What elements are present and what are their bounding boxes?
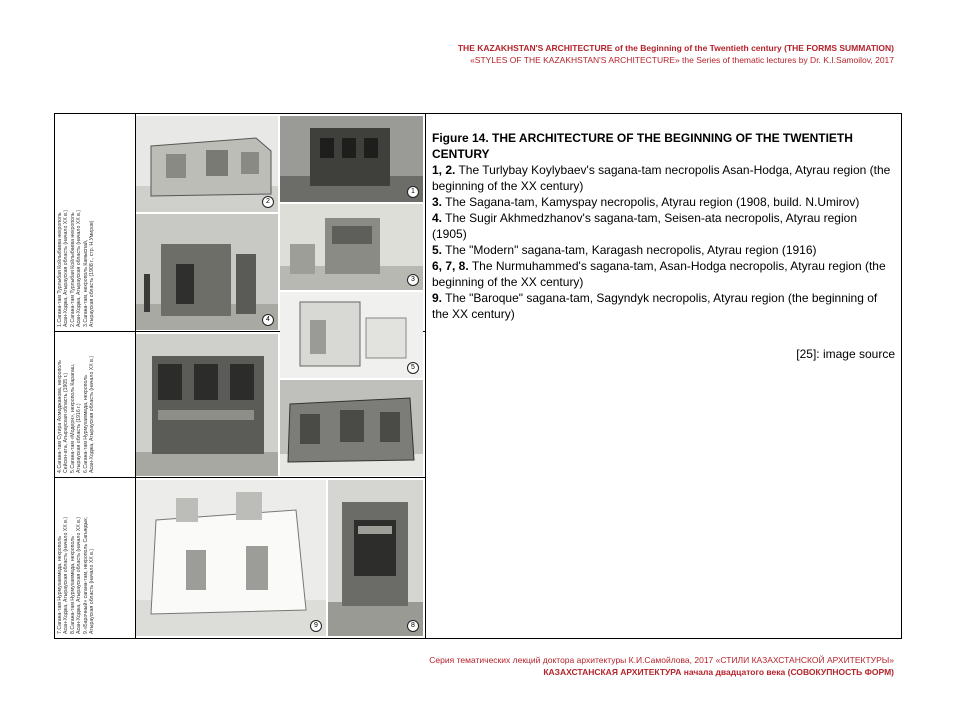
figure-item-number: 6, 7, 8.	[432, 259, 469, 273]
figure-item-text: The Nurmuhammed's sagana-tam, Asan-Hodga necropolis, Atyrau region (the beginning of the XX century)	[432, 259, 886, 289]
photo-1	[280, 116, 423, 202]
photo-number: 1	[407, 186, 419, 198]
page-footer	[429, 654, 894, 678]
photo-7	[280, 380, 423, 476]
figure-item-number: 3.	[432, 195, 443, 209]
footer-line-1: Серия тематических лекций доктора архитектуры К.И.Самойлова, 2017 «СТИЛИ КАЗАХСТАНСКОЙ АРХИТЕКТУРЫ»	[429, 655, 894, 665]
figure-item	[432, 258, 894, 290]
figure-item-text: The Sugir Akhmedzhanov's sagana-tam, Seisen-ata necropolis, Atyrau region (1905)	[432, 211, 857, 241]
figure-item-text: The Sagana-tam, Kamyspay necropolis, Atyrau region (1908, build. N.Umirov)	[442, 195, 860, 209]
caption-text-2: 4.Сагана-там Сугира Ахмеджанова, некрополь Сейсен-ата, Атырауская область (1905 г.) 5.Сагана-там «Модерн», некрополь Карагаш, Атырауская область (1916 г.) 6.Сагана-там Нурмухаммеда, некрополь Асан-Ходжа, Атырауская область (начало XX в.)	[57, 355, 96, 473]
figure-item	[432, 290, 894, 322]
figure-item-text: The Turlybay Koylybaev's sagana-tam necropolis Asan-Hodga, Atyrau region (the beginning of the XX century)	[432, 163, 891, 193]
photo-number: 8	[407, 620, 419, 632]
header-subtitle: of the Beginning of the Twentieth century (THE FORMS SUMMATION)	[612, 43, 894, 53]
photo-number: 3	[407, 274, 419, 286]
page-header	[458, 42, 894, 66]
photo-8	[328, 480, 423, 636]
figure-item	[432, 194, 894, 210]
photo-6	[136, 334, 278, 476]
caption-column-3	[55, 478, 136, 638]
figure-item-text: The "Modern" sagana-tam, Karagash necropolis, Atyrau region (1916)	[442, 243, 817, 257]
photo-panel	[55, 114, 426, 638]
photo-row-3	[55, 478, 425, 638]
photo-number: 9	[310, 620, 322, 632]
figure-item-number: 9.	[432, 291, 443, 305]
footer-line-2: КАЗАХСТАНСКАЯ АРХИТЕКТУРА начала двадцатого века (СОВОКУПНОСТЬ ФОРМ)	[543, 667, 894, 677]
photo-2	[136, 116, 278, 212]
caption-column-1	[55, 114, 136, 331]
photo-number: 4	[262, 314, 274, 326]
figure-item-number: 5.	[432, 243, 443, 257]
caption-text-1: 1.Сагана-там Турлыбая Койлыбаева некрополь Асан-Ходжа, Атырауская область (начало XX в.) 2.Сагана-там Турлыбая Койлыбаева некрополь Асан-Ходжа, Атырауская область (начало XX в.) 3.Сагана-там, некрополь Камыспай, Атырауская область (1908 г., стр. Н.Умиров)	[57, 209, 96, 327]
photo-row-2	[55, 332, 425, 478]
header-title: THE KAZAKHSTAN'S ARCHITECTURE	[457, 43, 613, 53]
figure-item-number: 1, 2.	[432, 163, 456, 177]
photo-3	[280, 204, 423, 290]
photo-number: 2	[262, 196, 274, 208]
figure-title: Figure 14. THE ARCHITECTURE OF THE BEGINNING OF THE TWENTIETH CENTURY	[432, 131, 853, 161]
figure-description	[426, 114, 901, 638]
figure-item	[432, 162, 894, 194]
photo-4	[136, 214, 278, 330]
figure-frame	[54, 113, 902, 639]
figure-text	[432, 130, 894, 322]
photo-9	[136, 480, 326, 636]
image-source: [25]: image source	[796, 347, 895, 361]
header-line-1	[458, 42, 894, 54]
figure-item-number: 4.	[432, 211, 443, 225]
header-line-2: «STYLES OF THE KAZAKHSTAN'S ARCHITECTURE» the Series of thematic lectures by Dr. K.I.Samoilov, 2017	[470, 55, 894, 65]
photo-5	[280, 292, 423, 378]
figure-item	[432, 242, 894, 258]
photo-number: 5	[407, 362, 419, 374]
figure-item-text: The "Baroque" sagana-tam, Sagyndyk necropolis, Atyrau region (the beginning of the XX century)	[432, 291, 878, 321]
caption-column-2	[55, 332, 136, 477]
figure-item	[432, 210, 894, 242]
caption-text-3: 7.Сагана-там Нурмухаммеда, некрополь Асан-Ходжа, Атырауская область (начало XX в.) 8.Сагана-там Нурмухаммеда, некрополь Асан-Ходжа, Атырауская область (начало XX в.) 9.«Барочный» сагана-там, некрополь Сагындык, Атырауская область (начало XX в.)	[57, 516, 96, 634]
